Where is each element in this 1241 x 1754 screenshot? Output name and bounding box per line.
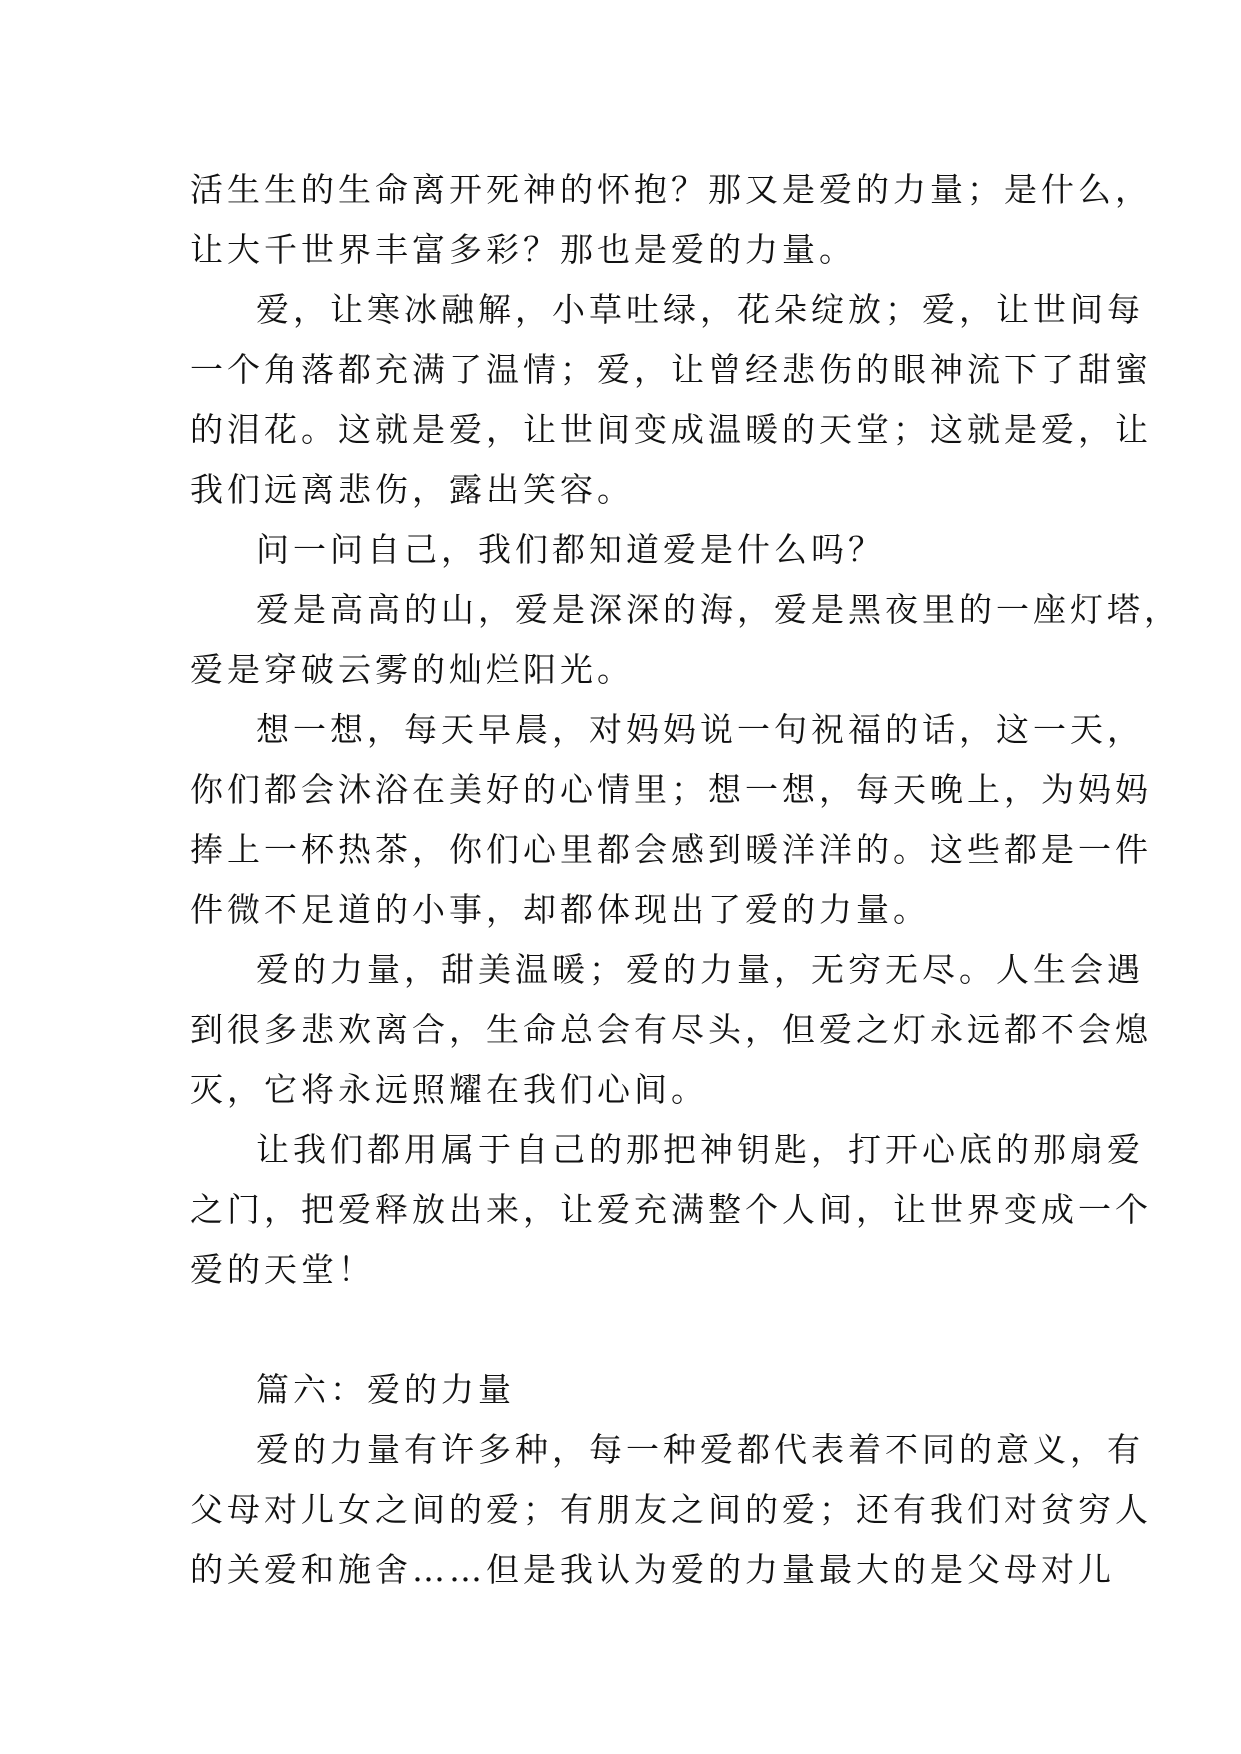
section-title: 篇六：爱的力量 [256,1370,515,1409]
text-line: 之门，把爱释放出来，让爱充满整个人间，让世界变成一个 [190,1190,1152,1229]
text-line: 想一想，每天早晨，对妈妈说一句祝福的话，这一天， [256,710,1144,749]
text-line: 爱，让寒冰融解，小草吐绿，花朵绽放；爱，让世间每 [256,290,1144,329]
text-line: 的泪花。这就是爱，让世间变成温暖的天堂；这就是爱，让 [190,410,1152,449]
text-line: 爱是穿破云雾的灿烂阳光。 [190,650,634,689]
text-line: 问一问自己，我们都知道爱是什么吗？ [256,530,885,569]
text-line: 让我们都用属于自己的那把神钥匙，打开心底的那扇爱 [256,1130,1144,1169]
text-line: 爱的天堂！ [190,1250,375,1289]
text-line: 爱是高高的山，爱是深深的海，爱是黑夜里的一座灯塔， [256,590,1181,629]
text-line: 的关爱和施舍……但是我认为爱的力量最大的是父母对儿 [190,1550,1115,1589]
text-line: 到很多悲欢离合，生命总会有尽头，但爱之灯永远都不会熄 [190,1010,1152,1049]
text-line: 爱的力量有许多种，每一种爱都代表着不同的意义，有 [256,1430,1144,1469]
text-line: 爱的力量，甜美温暖；爱的力量，无穷无尽。人生会遇 [256,950,1144,989]
text-line: 你们都会沐浴在美好的心情里；想一想，每天晚上，为妈妈 [190,770,1152,809]
text-line: 灭，它将永远照耀在我们心间。 [190,1070,708,1109]
text-line: 活生生的生命离开死神的怀抱？那又是爱的力量；是什么， [190,170,1152,209]
text-line: 一个角落都充满了温情；爱，让曾经悲伤的眼神流下了甜蜜 [190,350,1152,389]
paragraph-spacer [190,1300,1070,1360]
text-line: 父母对儿女之间的爱；有朋友之间的爱；还有我们对贫穷人 [190,1490,1152,1529]
document-body [190,160,1181,1600]
text-line: 我们远离悲伤，露出笑容。 [190,470,634,509]
text-line: 让大千世界丰富多彩？那也是爱的力量。 [190,230,856,269]
text-line: 捧上一杯热茶，你们心里都会感到暖洋洋的。这些都是一件 [190,830,1152,869]
text-line: 件微不足道的小事，却都体现出了爱的力量。 [190,890,930,929]
